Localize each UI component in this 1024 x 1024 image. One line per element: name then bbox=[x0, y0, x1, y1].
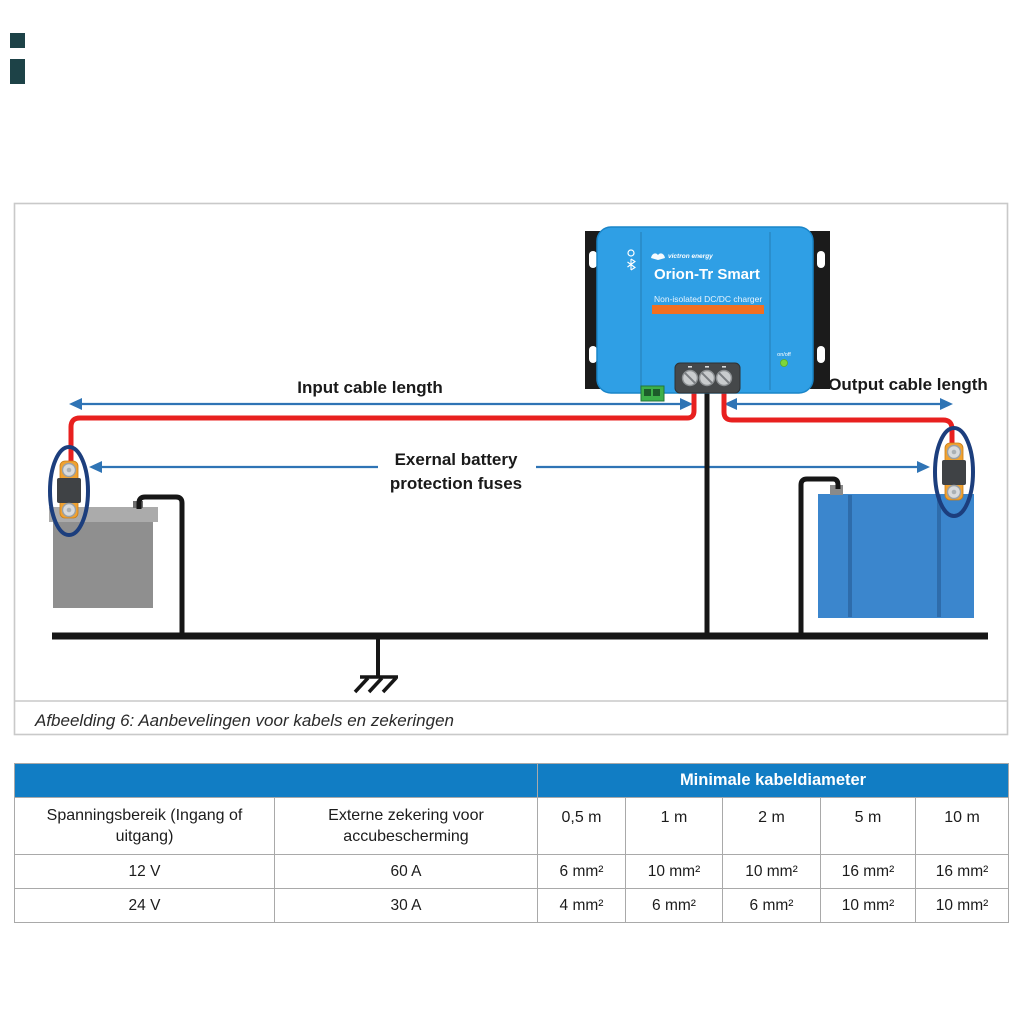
table-column-header-row bbox=[15, 798, 1009, 855]
col-header-length-0: 0,5 m bbox=[538, 798, 626, 855]
device-model: Orion-Tr Smart bbox=[654, 266, 760, 283]
table-blue-header-row bbox=[15, 764, 1009, 798]
input-cable-label: Input cable length bbox=[297, 378, 443, 397]
table-row-24v bbox=[15, 889, 1009, 923]
fuse-label-line2: protection fuses bbox=[389, 474, 523, 493]
value-cell: 10 mm² bbox=[916, 889, 1009, 923]
value-cell: 10 mm² bbox=[821, 889, 916, 923]
figure-caption: Afbeelding 6: Aanbevelingen voor kabels en zekeringen bbox=[35, 711, 454, 730]
table-row-12v bbox=[15, 855, 1009, 889]
value-cell: 16 mm² bbox=[916, 855, 1009, 889]
fuse-cell: 60 A bbox=[275, 855, 538, 889]
value-cell: 4 mm² bbox=[538, 889, 626, 923]
right-battery bbox=[818, 485, 974, 618]
col-header-fuse: Externe zekering voor accubescherming bbox=[275, 798, 538, 855]
table-title: Minimale kabeldiameter bbox=[538, 764, 1009, 798]
voltage-cell: 24 V bbox=[15, 889, 275, 923]
voltage-cell: 12 V bbox=[15, 855, 275, 889]
value-cell: 10 mm² bbox=[626, 855, 723, 889]
col-header-length-3: 5 m bbox=[821, 798, 916, 855]
value-cell: 6 mm² bbox=[626, 889, 723, 923]
terminal-block bbox=[675, 363, 740, 393]
figure-box bbox=[15, 204, 1008, 735]
value-cell: 10 mm² bbox=[723, 855, 821, 889]
green-connector bbox=[641, 386, 664, 401]
col-header-voltage: Spanningsbereik (Ingang of uitgang) bbox=[15, 798, 275, 855]
col-header-length-4: 10 m bbox=[916, 798, 1009, 855]
cable-spec-table bbox=[14, 763, 1009, 923]
device-power-led bbox=[781, 360, 788, 367]
device-orange-bar bbox=[652, 305, 764, 314]
device-brand: victron energy bbox=[668, 253, 713, 260]
value-cell: 6 mm² bbox=[723, 889, 821, 923]
fuse-label-line1: Exernal battery bbox=[394, 450, 518, 469]
col-header-length-2: 2 m bbox=[723, 798, 821, 855]
value-cell: 16 mm² bbox=[821, 855, 916, 889]
device-onoff-label: on/off bbox=[777, 352, 791, 358]
blue-header-spacer bbox=[15, 764, 538, 798]
device-subtitle: Non-isolated DC/DC charger bbox=[654, 294, 763, 304]
value-cell: 6 mm² bbox=[538, 855, 626, 889]
col-header-length-1: 1 m bbox=[626, 798, 723, 855]
fuse-cell: 30 A bbox=[275, 889, 538, 923]
orion-device bbox=[585, 227, 830, 401]
output-cable-label: Output cable length bbox=[828, 375, 988, 394]
